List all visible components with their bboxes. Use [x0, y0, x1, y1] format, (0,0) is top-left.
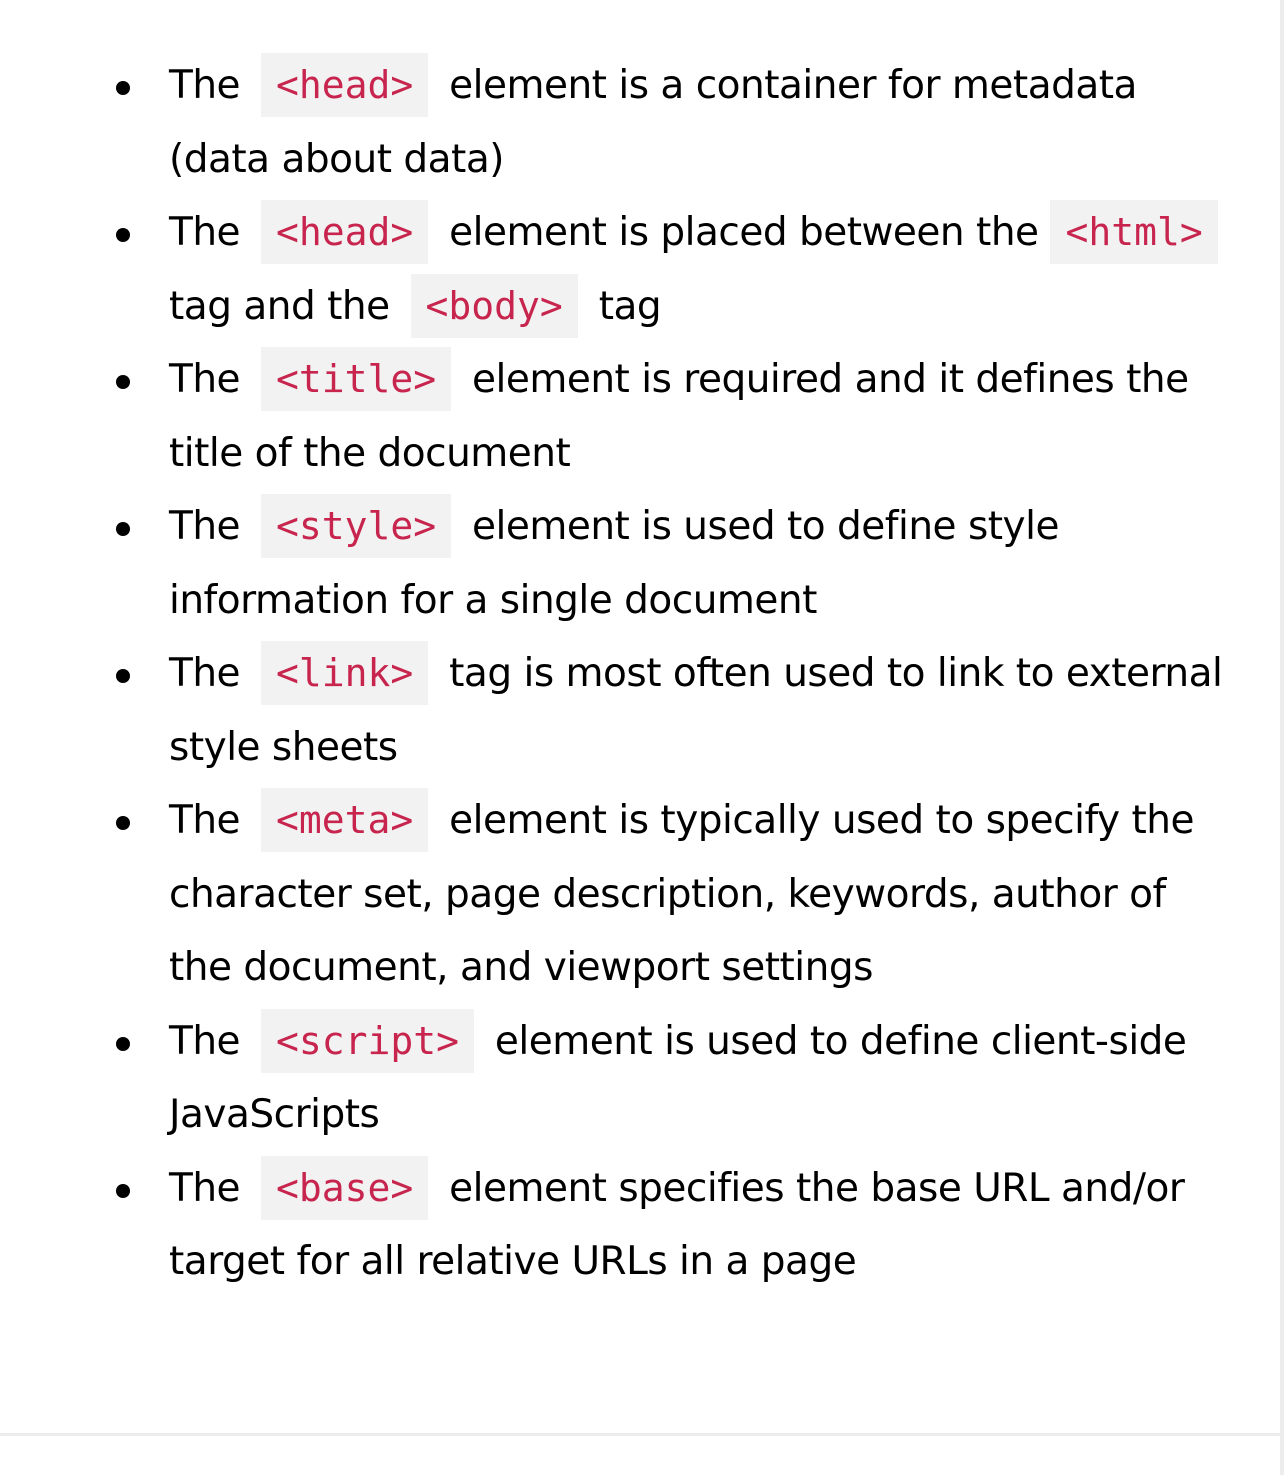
- list-item-head-container: [0, 49, 1239, 196]
- item-text-pre: The: [169, 504, 241, 549]
- bullet-icon: [116, 228, 130, 242]
- item-text-post: tag: [598, 283, 662, 329]
- bullet-icon: [116, 522, 130, 536]
- code-tag-body: <body>: [411, 274, 578, 338]
- code-tag-meta: <meta>: [261, 788, 428, 852]
- item-text-post: element is used to define client-side JavaScripts: [169, 1018, 1199, 1137]
- code-tag-html: <html>: [1050, 200, 1217, 264]
- item-text-pre: The: [169, 63, 241, 108]
- code-tag-base: <base>: [261, 1156, 428, 1220]
- right-edge-shadow: [1280, 0, 1284, 1475]
- item-text-pre: The: [169, 357, 241, 402]
- item-text-mid: element is placed between the: [449, 210, 1039, 255]
- bullet-icon: [116, 1037, 130, 1051]
- list-item-head-placement: [0, 196, 1239, 343]
- item-text-post: element specifies the base URL and/or target for all relative URLs in a page: [169, 1165, 1197, 1284]
- list-item-script: [0, 1005, 1239, 1152]
- code-tag-link: <link>: [261, 641, 428, 705]
- list-item-link: [0, 637, 1239, 784]
- item-text-mid2: tag and the: [169, 283, 390, 329]
- item-text-pre: The: [169, 651, 241, 696]
- bullet-icon: [116, 669, 130, 683]
- item-text-post: element is used to define style information for a single document: [169, 504, 1071, 623]
- code-tag-script: <script>: [261, 1009, 474, 1073]
- bullet-icon: [116, 1184, 130, 1198]
- item-text-post: tag is most often used to link to external style sheets: [169, 651, 1235, 770]
- bullet-icon: [116, 375, 130, 389]
- list-item-style: [0, 490, 1239, 637]
- item-text-post: element is required and it defines the title of the document: [169, 357, 1201, 476]
- code-tag-style: <style>: [261, 494, 451, 558]
- code-tag-title: <title>: [261, 347, 451, 411]
- section-divider: [0, 1433, 1280, 1436]
- code-tag-head: <head>: [261, 53, 428, 117]
- bullet-icon: [116, 81, 130, 95]
- item-text-pre: The: [169, 1018, 241, 1064]
- item-text-post: element is typically used to specify the character set, page description, keywords, author of the document, and viewport settings: [169, 798, 1206, 990]
- item-text-pre: The: [169, 798, 241, 843]
- bullet-icon: [116, 816, 130, 830]
- item-text-pre: The: [169, 210, 241, 255]
- item-text-post: element is a container for metadata (data about data): [169, 63, 1149, 182]
- item-text-pre: The: [169, 1165, 241, 1211]
- list-item-meta: [0, 784, 1239, 1005]
- code-tag-head: <head>: [261, 200, 428, 264]
- head-elements-list: [0, 49, 1239, 1299]
- list-item-title: [0, 343, 1239, 490]
- list-item-base: [0, 1152, 1239, 1299]
